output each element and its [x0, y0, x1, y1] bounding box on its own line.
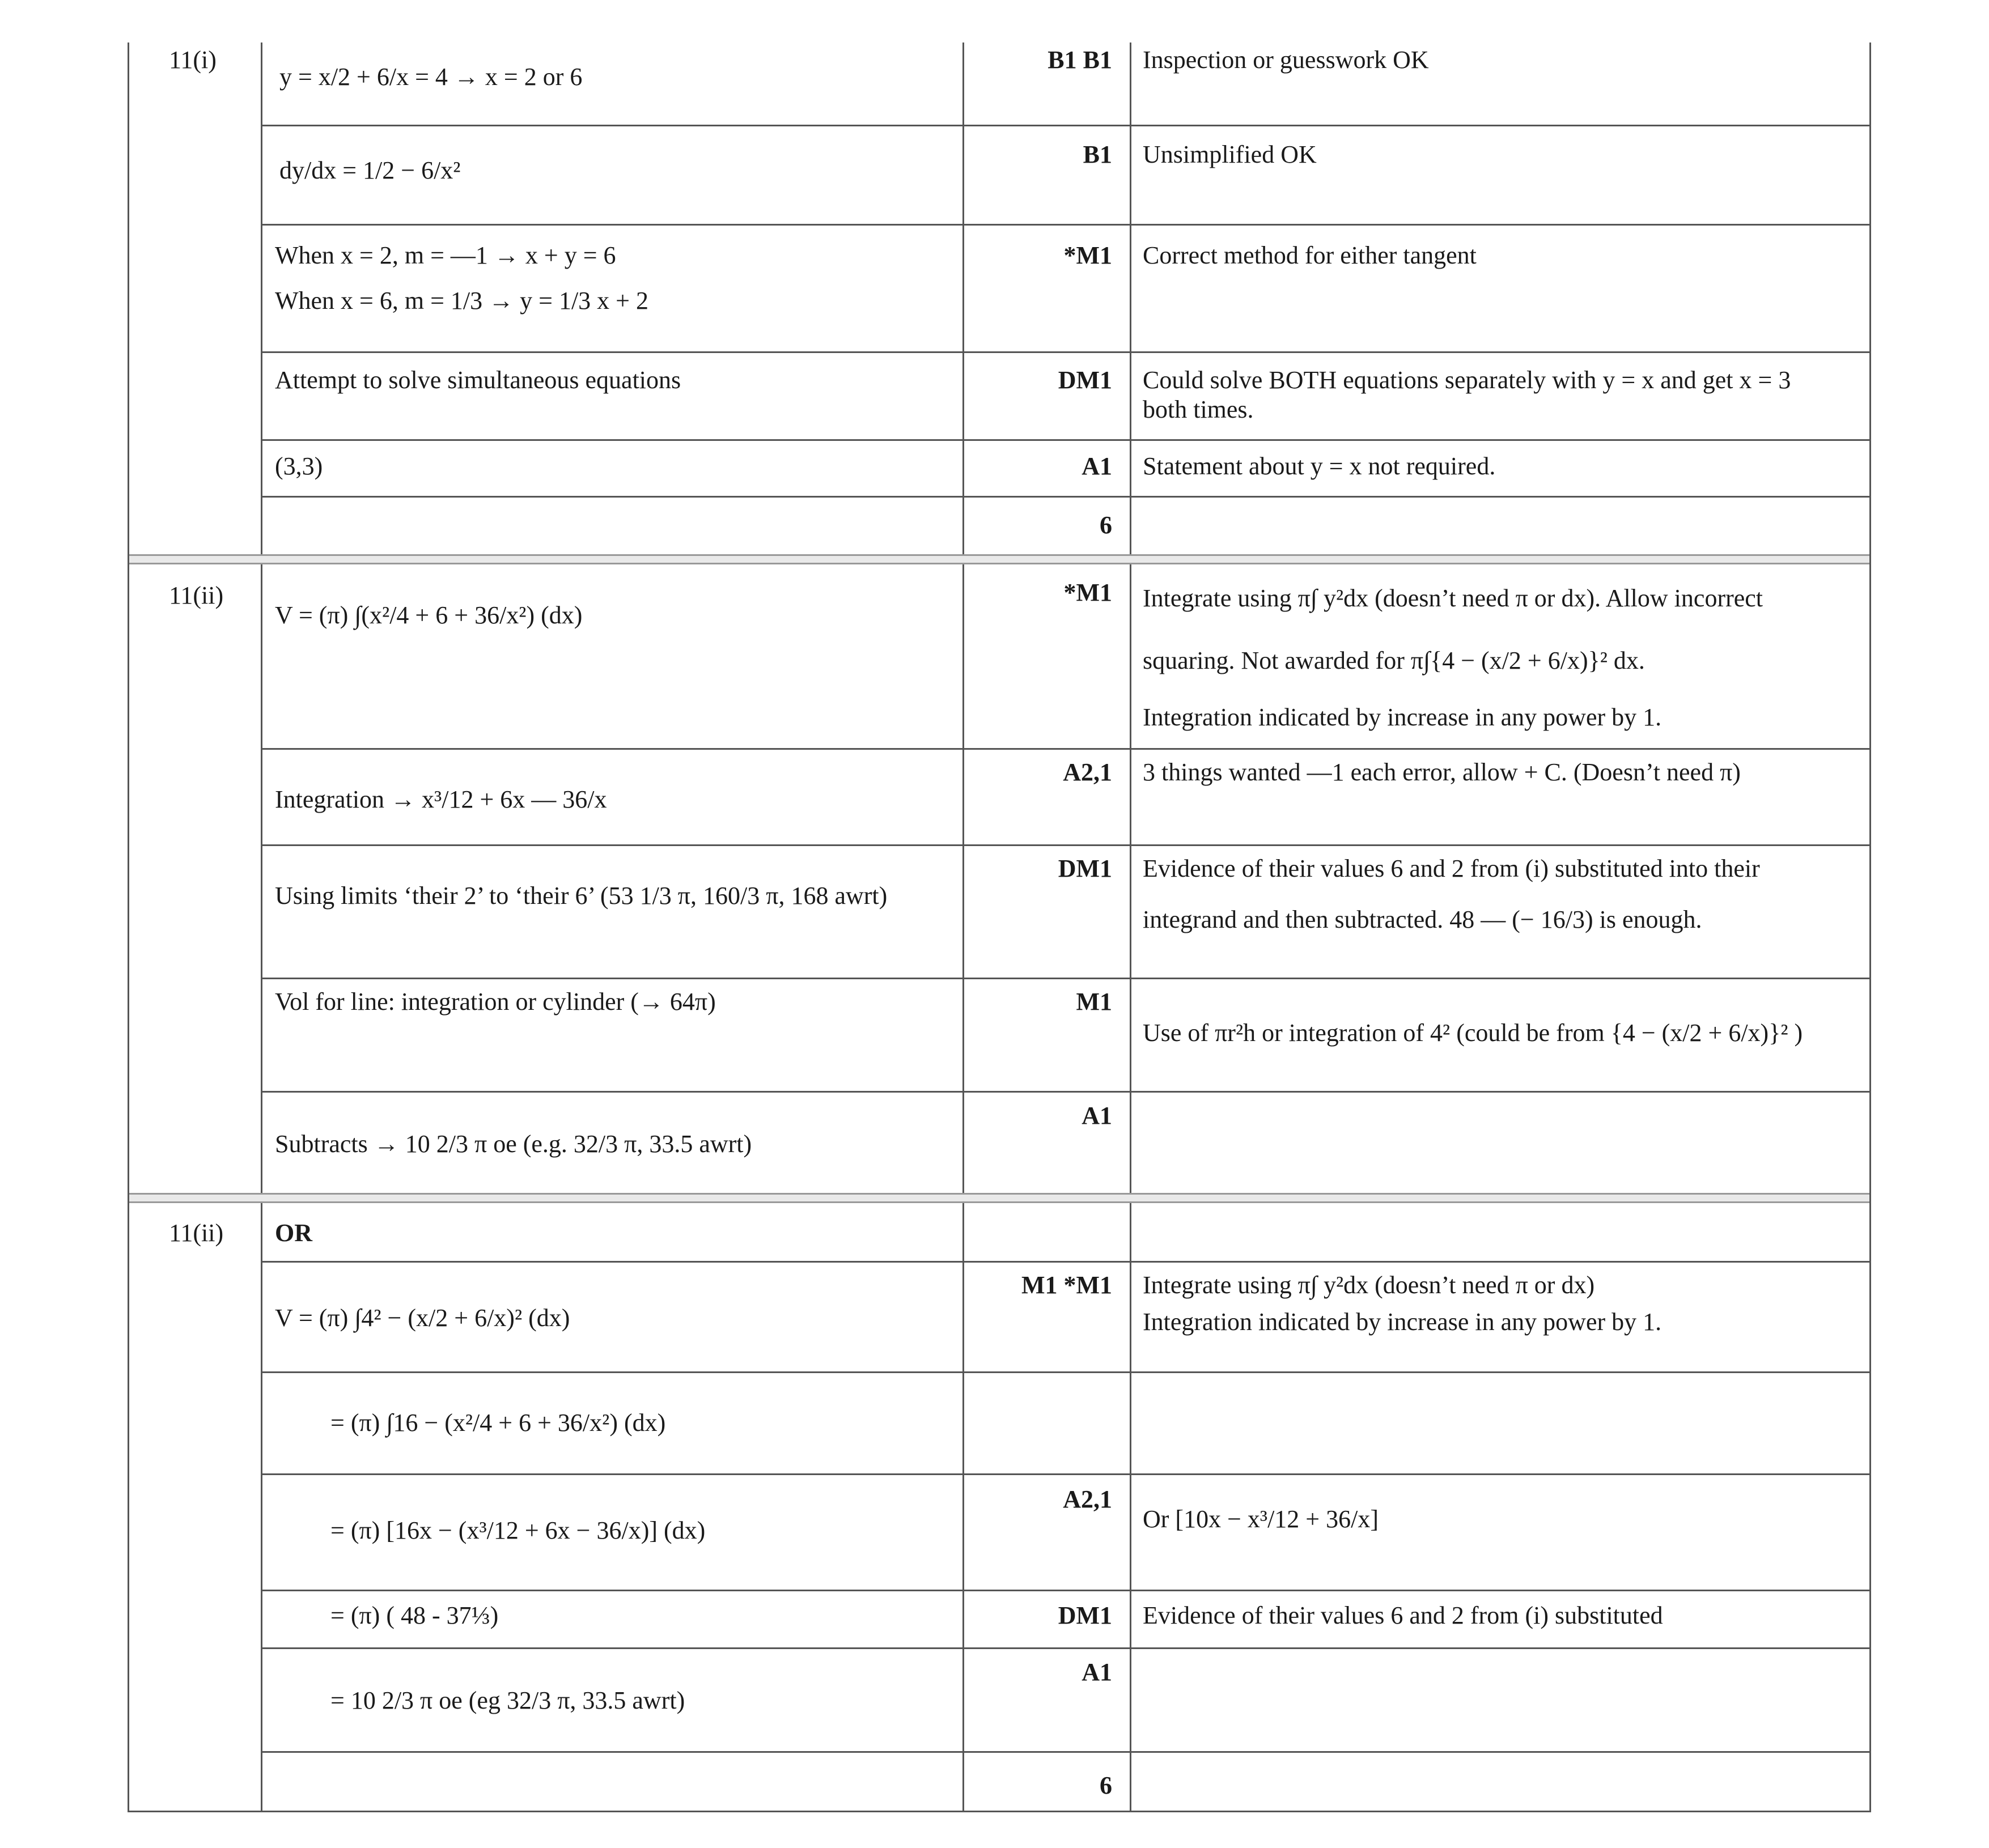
section-divider: [129, 1193, 1869, 1203]
mark-total: 6: [1100, 511, 1112, 539]
guidance-text: Correct method for either tangent: [1143, 241, 1477, 269]
mark: DM1: [1058, 1601, 1112, 1629]
mark-scheme-table: [128, 43, 1871, 1812]
answer-text: Attempt to solve simultaneous equations: [275, 366, 681, 394]
answer-text: dy/dx = 1/2 − 6/x²: [279, 156, 461, 184]
answer-text: V = (π) ∫4² − (x/2 + 6/x)² (dx): [275, 1304, 570, 1332]
mark: B1: [1083, 141, 1112, 168]
mark: A2,1: [1063, 758, 1112, 786]
row-divider: [262, 439, 1869, 441]
guidance-text: Statement about y = x not required.: [1143, 452, 1496, 480]
row-divider: [262, 978, 1869, 979]
guidance-text: Inspection or guesswork OK: [1143, 46, 1429, 74]
answer-text: = (π) ( 48 - 37⅓): [330, 1601, 499, 1629]
guidance-text: both times.: [1143, 396, 1254, 423]
row-divider: [262, 1371, 1869, 1373]
guidance-text: squaring. Not awarded for π∫{4 − (x/2 + 6/x)}² dx.: [1143, 647, 1645, 674]
row-divider: [262, 1647, 1869, 1649]
answer-text: Subtracts → 10 2/3 π oe (e.g. 32/3 π, 33.5 awrt): [275, 1130, 752, 1158]
mark: M1: [1076, 988, 1112, 1016]
answer-text: = 10 2/3 π oe (eg 32/3 π, 33.5 awrt): [330, 1686, 685, 1714]
row-divider: [262, 844, 1869, 846]
answer-text: = (π) ∫16 − (x²/4 + 6 + 36/x²) (dx): [330, 1409, 666, 1437]
guidance-text: 3 things wanted —1 each error, allow + C. (Doesn’t need π): [1143, 758, 1741, 786]
row-divider: [262, 224, 1869, 226]
answer-text: = (π) [16x − (x³/12 + 6x − 36/x)] (dx): [330, 1516, 706, 1544]
column-divider: [962, 43, 964, 1811]
guidance-text: Evidence of their values 6 and 2 from (i) substituted: [1143, 1601, 1663, 1629]
question-label: 11(ii): [169, 1219, 224, 1247]
row-divider: [262, 1590, 1869, 1591]
question-label: 11(i): [169, 46, 217, 74]
guidance-text: Integration indicated by increase in any power by 1.: [1143, 1308, 1662, 1336]
row-divider: [262, 1261, 1869, 1263]
row-divider: [262, 496, 1869, 498]
guidance-text: Could solve BOTH equations separately with y = x and get x = 3: [1143, 366, 1791, 394]
mark: A2,1: [1063, 1485, 1112, 1513]
section-divider: [129, 554, 1869, 564]
mark: B1 B1: [1047, 46, 1112, 74]
question-label: 11(ii): [169, 581, 224, 609]
row-divider: [262, 125, 1869, 126]
row-divider: [262, 1473, 1869, 1475]
mark: DM1: [1058, 366, 1112, 394]
answer-text: V = (π) ∫(x²/4 + 6 + 36/x²) (dx): [275, 601, 583, 629]
mark: A1: [1082, 452, 1112, 480]
guidance-text: Use of πr²h or integration of 4² (could be from {4 − (x/2 + 6/x)}² ): [1143, 1019, 1803, 1047]
column-divider: [1130, 43, 1131, 1811]
column-divider: [261, 43, 262, 1811]
answer-text: When x = 2, m = —1 → x + y = 6: [275, 241, 616, 269]
mark: A1: [1082, 1102, 1112, 1129]
mark: *M1: [1063, 579, 1112, 606]
answer-text: Vol for line: integration or cylinder (→ 64π): [275, 988, 716, 1016]
row-divider: [262, 351, 1869, 353]
mark: M1 *M1: [1021, 1271, 1112, 1299]
mark-total: 6: [1100, 1771, 1112, 1799]
mark: A1: [1082, 1658, 1112, 1686]
guidance-text: Integration indicated by increase in any power by 1.: [1143, 703, 1662, 731]
answer-text: When x = 6, m = 1/3 → y = 1/3 x + 2: [275, 287, 648, 315]
guidance-text: Evidence of their values 6 and 2 from (i) substituted into their: [1143, 855, 1760, 882]
answer-text: y = x/2 + 6/x = 4 → x = 2 or 6: [279, 63, 583, 91]
mark: DM1: [1058, 855, 1112, 882]
answer-text: Integration → x³/12 + 6x — 36/x: [275, 785, 607, 813]
guidance-text: integrand and then subtracted. 48 — (− 16/3) is enough.: [1143, 906, 1702, 933]
mark: *M1: [1063, 241, 1112, 269]
row-divider: [262, 1751, 1869, 1753]
row-divider: [262, 1091, 1869, 1093]
row-divider: [262, 748, 1869, 750]
answer-text: (3,3): [275, 452, 323, 480]
answer-text: OR: [275, 1219, 312, 1247]
guidance-text: Integrate using π∫ y²dx (doesn’t need π or dx). Allow incorrect: [1143, 584, 1763, 612]
guidance-text: Integrate using π∫ y²dx (doesn’t need π or dx): [1143, 1271, 1595, 1299]
guidance-text: Or [10x − x³/12 + 36/x]: [1143, 1505, 1379, 1533]
answer-text: Using limits ‘their 2’ to ‘their 6’ (53 1/3 π, 160/3 π, 168 awrt): [275, 882, 888, 910]
guidance-text: Unsimplified OK: [1143, 141, 1317, 168]
